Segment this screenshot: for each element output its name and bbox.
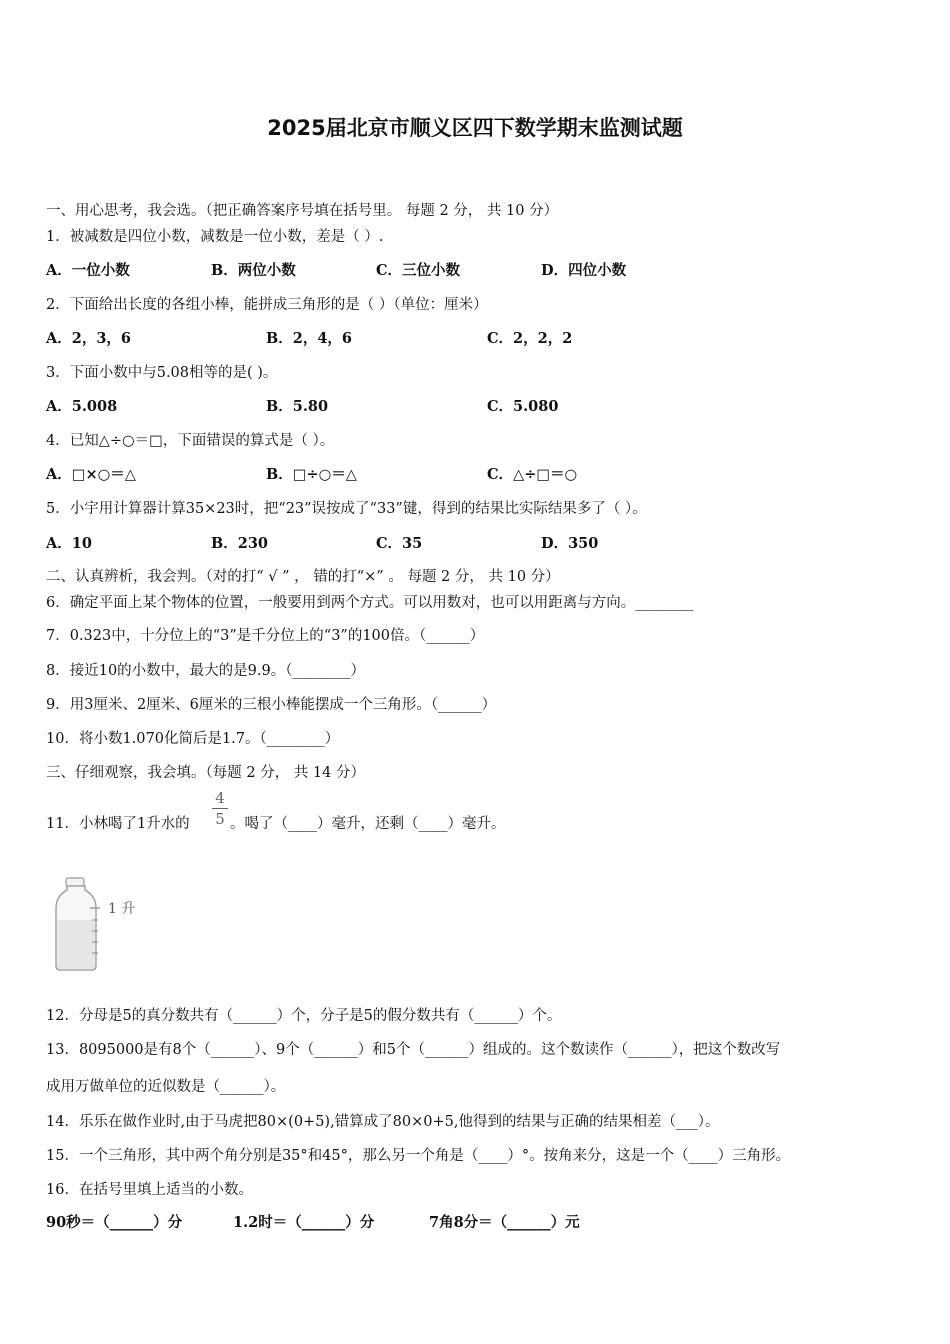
fraction-bar: [212, 808, 228, 809]
q5-option-d: D．350: [541, 535, 599, 552]
question-10: 10．将小数1.070化简后是1.7。（________）: [46, 731, 340, 747]
question-13-line-1: 13．8095000是有8个（______）、9个（______）和5个（______）组成的。这个数读作（______），把这个数改写: [46, 1042, 781, 1058]
q3-option-a: A．5.008: [46, 398, 118, 415]
question-6: 6．确定平面上某个物体的位置，一般要用到两个方式。可以用数对，也可以用距离与方向。________: [46, 595, 694, 611]
question-16: 16．在括号里填上适当的小数。: [46, 1182, 253, 1198]
q16-item-money: 7角8分＝（______）元: [429, 1214, 580, 1231]
q4-option-a: A．□×○＝△: [46, 466, 136, 483]
question-2: 2．下面给出长度的各组小棒，能拼成三角形的是（ ）（单位：厘米）: [46, 297, 488, 313]
q1-option-c: C．三位小数: [376, 262, 461, 279]
q1-option-b: B．两位小数: [211, 262, 296, 279]
page-title: 2025届北京市顺义区四下数学期末监测试题: [267, 116, 683, 140]
fraction-four-fifths: [212, 789, 228, 828]
q3-option-c: C．5.080: [487, 398, 559, 415]
q2-option-b: B．2，4，6: [266, 330, 353, 347]
q5-option-a: A．10: [46, 535, 92, 552]
question-13-line-2: 成用万做单位的近似数是（______）。: [46, 1079, 286, 1095]
bottle-figure: [48, 874, 148, 974]
question-12: 12．分母是5的真分数共有（______）个，分子是5的假分数共有（______）个。: [46, 1008, 562, 1024]
question-4: 4．已知△÷○＝□，下面错误的算式是（ ）。: [46, 433, 335, 449]
fraction-denominator: 5: [215, 810, 225, 828]
fraction-numerator: 4: [215, 789, 225, 807]
q3-option-b: B．5.80: [266, 398, 329, 415]
question-11-prefix: 11．小林喝了1升水的: [46, 816, 190, 832]
q4-option-b: B．□÷○＝△: [266, 466, 357, 483]
section-1-heading: 一、用心思考，我会选。（把正确答案序号填在括号里。 每题 2 分， 共 10 分）: [46, 203, 559, 219]
q4-option-c: C．△÷□＝○: [487, 466, 578, 483]
question-15: 15．一个三角形，其中两个角分别是35°和45°，那么另一个角是（____）°。按角来分，这是一个（____）三角形。: [46, 1148, 791, 1164]
q16-item-hours: 1.2时＝（______）分: [233, 1214, 375, 1231]
question-8: 8．接近10的小数中，最大的是9.9。（________）: [46, 663, 365, 679]
q5-option-c: C．35: [376, 535, 423, 552]
question-7: 7．0.323中，十分位上的“3”是千分位上的“3”的100倍。（______）: [46, 628, 485, 644]
section-2-heading: 二、认真辨析，我会判。（对的打“ √ ” ， 错的打“×” 。 每题 2 分， 共 10 分）: [46, 569, 560, 585]
q2-option-a: A．2，3，6: [46, 330, 132, 347]
bottle-label: 1 升: [108, 901, 136, 917]
question-5: 5．小宇用计算器计算35×23时，把“23”误按成了“33”键，得到的结果比实际结果多了（ ）。: [46, 501, 647, 517]
q1-option-a: A．一位小数: [46, 262, 130, 279]
q2-option-c: C．2，2，2: [487, 330, 573, 347]
question-11-suffix: 。喝了（____）毫升，还剩（____）毫升。: [230, 816, 506, 832]
q1-option-d: D．四位小数: [541, 262, 627, 279]
question-9: 9．用3厘米、2厘米、6厘米的三根小棒能摆成一个三角形。（______）: [46, 697, 497, 713]
section-3-heading: 三、仔细观察，我会填。（每题 2 分， 共 14 分）: [46, 765, 365, 781]
q16-item-seconds: 90秒＝（______）分: [46, 1214, 183, 1231]
q5-option-b: B．230: [211, 535, 269, 552]
bottle-icon: [48, 874, 148, 974]
question-1: 1．被减数是四位小数，减数是一位小数，差是（ ）.: [46, 229, 384, 245]
question-3: 3．下面小数中与5.08相等的是( )。: [46, 365, 278, 381]
question-14: 14．乐乐在做作业时,由于马虎把80×(0+5),错算成了80×0+5,他得到的结果与正确的结果相差（___）。: [46, 1114, 720, 1130]
